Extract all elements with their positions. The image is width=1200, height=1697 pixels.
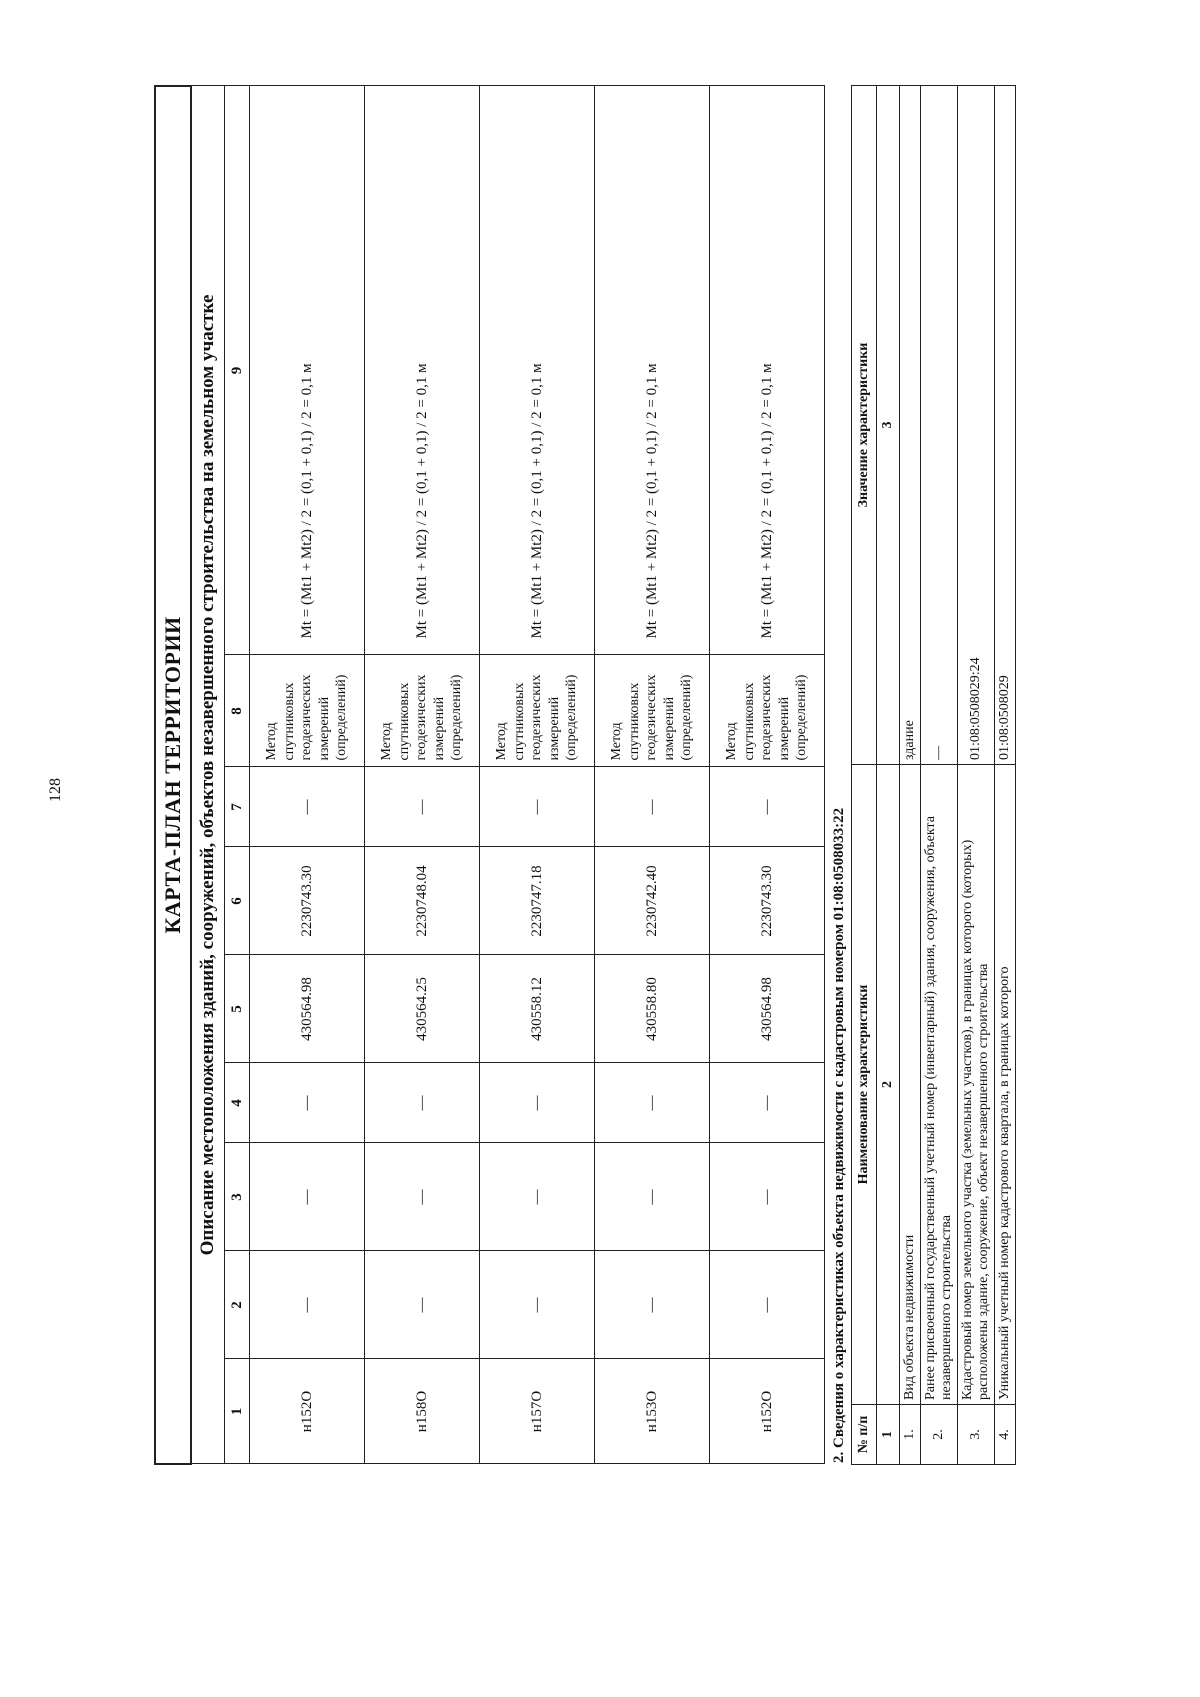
cell: —: [365, 767, 480, 847]
formula-cell: Mt = (Mt1 + Mt2) / 2 = (0,1 + 0,1) / 2 = 0,1 м: [250, 86, 365, 655]
table-row: [710, 86, 825, 1464]
cell: —: [480, 1063, 595, 1143]
col-number: 2: [225, 1251, 250, 1359]
characteristic-value: 01:08:0508029: [995, 86, 1016, 765]
formula-cell: Mt = (Mt1 + Mt2) / 2 = (0,1 + 0,1) / 2 = 0,1 м: [480, 86, 595, 655]
row-number: 4.: [995, 1405, 1016, 1465]
col-number: 3: [225, 1143, 250, 1251]
table-row: [595, 86, 710, 1464]
section1-title: Описание местоположения зданий, сооружений, объектов незавершенного строительства на земельном участке: [191, 86, 225, 1464]
column-header: № п/п: [852, 1405, 877, 1465]
header-row: [852, 86, 877, 1465]
table-row: [900, 86, 921, 1465]
col-number: 1: [225, 1359, 250, 1464]
formula-cell: Mt = (Mt1 + Mt2) / 2 = (0,1 + 0,1) / 2 = 0,1 м: [710, 86, 825, 655]
method-cell: Метод спутниковых геодезических измерений (определений): [710, 655, 825, 767]
coord-x: 430564.25: [365, 955, 480, 1063]
table-row: [250, 86, 365, 1464]
section2-title: 2. Сведения о характеристиках объекта недвижимости с кадастровым номером 01:08:0508033:22: [831, 807, 847, 1463]
cell: —: [250, 1063, 365, 1143]
row-number: 3.: [958, 1405, 995, 1465]
formula-cell: Mt = (Mt1 + Mt2) / 2 = (0,1 + 0,1) / 2 = 0,1 м: [365, 86, 480, 655]
header-number-row: [877, 86, 900, 1465]
coord-x: 430558.12: [480, 955, 595, 1063]
coord-y: 2230743.30: [710, 847, 825, 955]
cell: —: [595, 1063, 710, 1143]
cell: —: [365, 1143, 480, 1251]
formula-cell: Mt = (Mt1 + Mt2) / 2 = (0,1 + 0,1) / 2 = 0,1 м: [595, 86, 710, 655]
row-number: 2.: [921, 1405, 958, 1465]
coord-x: 430558.80: [595, 955, 710, 1063]
coordinates-table: [154, 85, 825, 1465]
characteristic-value: здание: [900, 86, 921, 765]
table-row: [921, 86, 958, 1465]
main-title: КАРТА-ПЛАН ТЕРРИТОРИИ: [155, 86, 191, 1464]
cell: —: [250, 1143, 365, 1251]
characteristic-name: Кадастровый номер земельного участка (земельных участков), в границах которого (которых) расположены здание, сооружение, объект незавершенного строительства: [958, 765, 995, 1405]
coord-x: 430564.98: [250, 955, 365, 1063]
method-cell: Метод спутниковых геодезических измерений (определений): [365, 655, 480, 767]
method-cell: Метод спутниковых геодезических измерений (определений): [250, 655, 365, 767]
cell: —: [480, 767, 595, 847]
method-cell: Метод спутниковых геодезических измерений (определений): [480, 655, 595, 767]
cell: —: [710, 767, 825, 847]
point-name: н152О: [250, 1359, 365, 1464]
table-row: [958, 86, 995, 1465]
point-name: н152О: [710, 1359, 825, 1464]
cell: —: [595, 1251, 710, 1359]
row-number: 1.: [900, 1405, 921, 1465]
coord-y: 2230742.40: [595, 847, 710, 955]
point-name: н158О: [365, 1359, 480, 1464]
cell: —: [710, 1251, 825, 1359]
method-cell: Метод спутниковых геодезических измерений (определений): [595, 655, 710, 767]
characteristic-name: Вид объекта недвижимости: [900, 765, 921, 1405]
page-number: 128: [47, 778, 64, 802]
cell: —: [250, 767, 365, 847]
cell: —: [480, 1143, 595, 1251]
table-row: [365, 86, 480, 1464]
characteristic-value: —: [921, 86, 958, 765]
coord-x: 430564.98: [710, 955, 825, 1063]
table-row: [480, 86, 595, 1464]
characteristic-value: 01:08:0508029:24: [958, 86, 995, 765]
coord-y: 2230743.30: [250, 847, 365, 955]
cell: —: [710, 1143, 825, 1251]
col-number: 1: [877, 1405, 900, 1465]
col-number: 4: [225, 1063, 250, 1143]
cell: —: [365, 1251, 480, 1359]
cell: —: [595, 767, 710, 847]
column-header: Значение характеристики: [852, 86, 877, 765]
column-number-row: [225, 86, 250, 1464]
col-number: 5: [225, 955, 250, 1063]
cell: —: [710, 1063, 825, 1143]
col-number: 7: [225, 767, 250, 847]
characteristic-name: Ранее присвоенный государственный учетный номер (инвентарный) здания, сооружения, объекта незавершенного строительства: [921, 765, 958, 1405]
cell: —: [250, 1251, 365, 1359]
point-name: н153О: [595, 1359, 710, 1464]
col-number: 6: [225, 847, 250, 955]
coord-y: 2230748.04: [365, 847, 480, 955]
characteristics-table: [851, 85, 1016, 1465]
cell: —: [595, 1143, 710, 1251]
cell: —: [480, 1251, 595, 1359]
cell: —: [365, 1063, 480, 1143]
coord-y: 2230747.18: [480, 847, 595, 955]
rotated-document-sheet: [154, 85, 1052, 1465]
col-number: 2: [877, 765, 900, 1405]
col-number: 3: [877, 86, 900, 765]
col-number: 9: [225, 86, 250, 655]
col-number: 8: [225, 655, 250, 767]
table-row: [995, 86, 1016, 1465]
column-header: Наименование характеристики: [852, 765, 877, 1405]
point-name: н157О: [480, 1359, 595, 1464]
characteristic-name: Уникальный учетный номер кадастрового квартала, в границах которого: [995, 765, 1016, 1405]
